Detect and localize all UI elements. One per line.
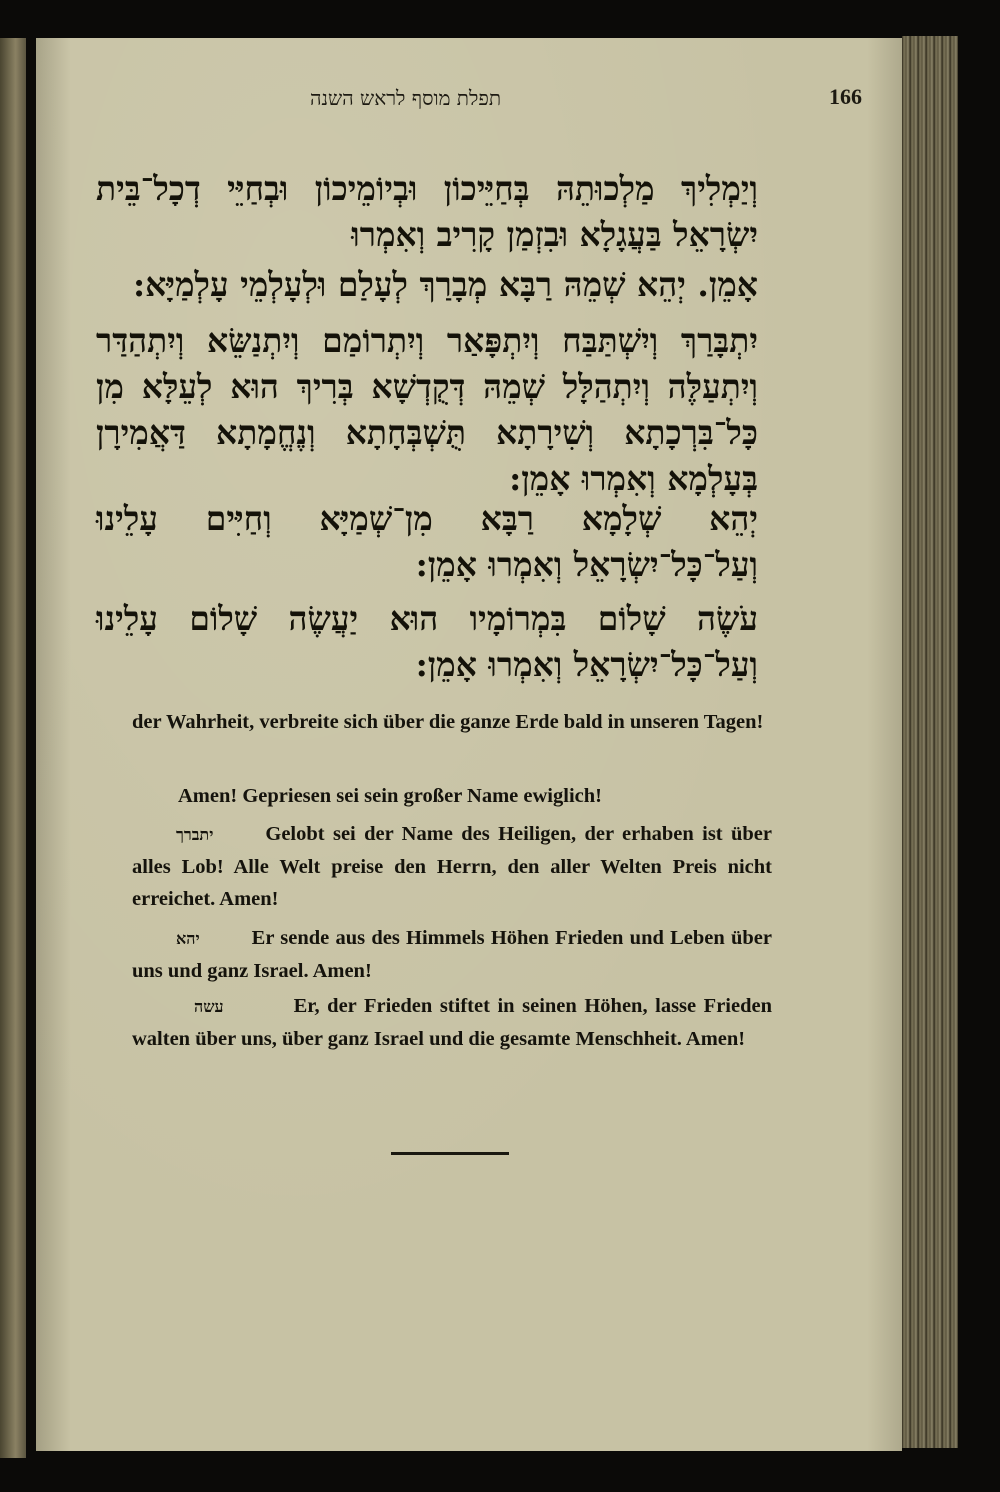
hebrew-text: וְיַמְלִיךְ מַלְכוּתֵהּ בְּחַיֵּיכוֹן וּבְיוֹמֵיכוֹן וּבְחַיֵּי דְכָל־בֵּית יִשְׂרָאֵל בַּעֲגָלָא וּבִזְמַן קָרִיב וְאִמְרוּ	[96, 169, 758, 254]
hebrew-text: עֹשֶׂה שָׁלוֹם בִּמְרוֹמָיו הוּא יַעֲשֶׂה שָׁלוֹם עָלֵינוּ וְעַל־כָּל־יִשְׂרָאֵל וְאִמְרוּ אָמֵן:	[96, 599, 758, 684]
hebrew-paragraph-3	[96, 318, 758, 502]
german-text: der Wahrheit, verbreite sich über die ganze Erde bald in unseren Tagen!	[132, 711, 764, 733]
german-text: Er, der Frieden stiftet in seinen Höhen, lasse Frieden walten über uns, über ganz Israel und die gesamte Menschheit. Amen!	[132, 995, 772, 1050]
page-edges	[902, 36, 958, 1448]
hebrew-incipit: יהא	[176, 929, 200, 948]
facing-page-edge	[0, 38, 26, 1458]
hebrew-text: יְהֵא שְׁלָמָא רַבָּא מִן־שְׁמַיָּא וְחַיִּים עָלֵינוּ וְעַל־כָּל־יִשְׂרָאֵל וְאִמְרוּ אָמֵן:	[96, 499, 758, 584]
hebrew-incipit: עשה	[194, 997, 224, 1016]
section-divider-rule	[391, 1152, 509, 1155]
german-text: Gelobt sei der Name des Heiligen, der erhaben ist über alles Lob! Alle Welt preise den Herrn, den aller Welten Preis nicht erreichet. Amen!	[132, 823, 772, 910]
hebrew-incipit: יתברך	[176, 825, 214, 844]
page-header	[40, 78, 960, 118]
german-paragraph-5	[132, 990, 772, 1055]
german-paragraph-2	[178, 780, 772, 812]
hebrew-paragraph-2	[96, 262, 758, 308]
german-text: Amen! Gepriesen sei sein großer Name ewiglich!	[178, 785, 602, 807]
page-number: 166	[829, 84, 862, 109]
german-paragraph-1	[132, 706, 772, 738]
hebrew-paragraph-4	[96, 496, 758, 588]
german-paragraph-3	[132, 818, 772, 915]
hebrew-text: אָמֵן. יְהֵא שְׁמֵהּ רַבָּא מְבָרַךְ לְעָלַם וּלְעָלְמֵי עָלְמַיָּא:	[132, 265, 758, 304]
hebrew-paragraph-5	[96, 596, 758, 688]
running-head: תפלת מוסף לראש השנה	[310, 86, 502, 110]
german-text: Er sende aus des Himmels Höhen Frieden und Leben über uns und ganz Israel. Amen!	[132, 927, 772, 982]
german-paragraph-4	[132, 922, 772, 987]
hebrew-text: יִתְבָּרַךְ וְיִשְׁתַּבַּח וְיִתְפָּאַר וְיִתְרוֹמַם וְיִתְנַשֵּׂא וְיִתְהַדַּר וְיִתְעַלֶּה וְיִתְהַלָּל שְׁמֵהּ דְּקֻדְשָׁא בְּרִיךְ הוּא לְעֵלָּא מִן כָּל־בִּרְכָתָא וְשִׁירָתָא תֻּשְׁבְּחָתָא וְנֶחֱמָתָא דַּאֲמִירָן בְּעָלְמָא וְאִמְרוּ אָמֵן:	[96, 321, 758, 498]
hebrew-paragraph-1	[96, 166, 758, 258]
